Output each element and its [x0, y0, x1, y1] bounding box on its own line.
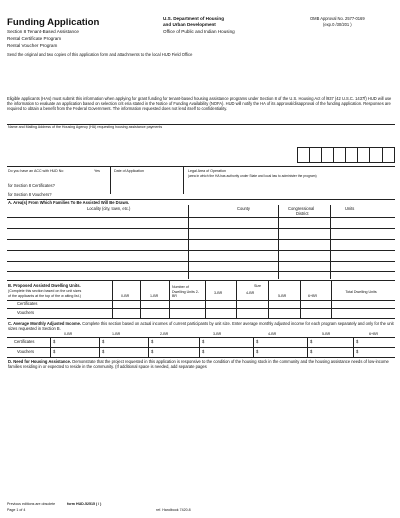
c-col-3br: 3-BR: [213, 332, 222, 336]
b-col-5br: 5-BR: [278, 294, 287, 298]
section-b-title: B. Proposed Assisted Dwelling Units.: [8, 283, 81, 288]
acc-question: Do you have an ACC with HUD No: [8, 169, 64, 173]
footer-form-number: form HUD-52515 ( / ): [67, 502, 102, 506]
currency-sign[interactable]: $: [151, 349, 154, 354]
size-label: Size: [254, 284, 261, 288]
currency-sign[interactable]: $: [310, 339, 313, 344]
currency-sign[interactable]: $: [102, 349, 105, 354]
subtitle-line-2: Rental Certificate Program: [7, 36, 62, 41]
subtitle-line-3: Rental Voucher Program: [7, 43, 58, 48]
currency-sign[interactable]: $: [356, 339, 359, 344]
section-c-body: Complete this section based on actual incomes of current participants by unit size. Enter average monthly adjusted income for each program separately and only for the unit sizes requested in Section B.: [8, 321, 394, 332]
b-col-6br: 6+BR: [308, 294, 318, 298]
section-d-text: [8, 359, 394, 369]
b-col-0br: 0-BR: [121, 294, 130, 298]
submission-instruction: Send the original and two copies of this application form and attachments to the local HUD Field Office: [7, 52, 193, 57]
footer-previous-editions: Previous editions are obsolete: [7, 502, 56, 506]
c-col-5br: 5-BR: [322, 332, 331, 336]
area-row[interactable]: [7, 271, 395, 272]
agency-line-1: U.S. Department of Housing: [163, 16, 224, 21]
section-b-note-1: (Complete this section based on the unit sizes: [8, 289, 82, 293]
currency-sign[interactable]: $: [310, 349, 313, 354]
section8-vouchers-question: for Section 8 Vouchers?: [8, 192, 52, 197]
name-address-field[interactable]: [7, 131, 297, 165]
currency-sign[interactable]: $: [53, 349, 56, 354]
currency-sign[interactable]: $: [202, 349, 205, 354]
footer-handbook-ref: ref. Handbook 7420.8: [156, 508, 191, 512]
section-d-body: Demonstrate that the project requested in this application is responsive to the condition of the housing stock in the community and the housing assistance needs of low-income families residing in or expected to reside in the community. (If additional space is needed, add separate pages: [8, 359, 389, 370]
col-district-1: Congressional: [288, 206, 315, 211]
currency-sign[interactable]: $: [202, 339, 205, 344]
b-col-1br: 1-BR: [150, 294, 159, 298]
section-b-note-2: of the applicants at the top of the w aiting list.): [8, 294, 81, 298]
col-units: Units: [345, 206, 355, 211]
currency-sign[interactable]: $: [102, 339, 105, 344]
acc-yes: Yes: [94, 169, 100, 173]
currency-sign[interactable]: $: [256, 349, 259, 354]
c-row-certificates: Certificates: [14, 339, 35, 344]
area-row[interactable]: [7, 239, 395, 240]
acc-number-boxes[interactable]: [297, 147, 395, 163]
currency-sign[interactable]: $: [356, 349, 359, 354]
b-col-4br: 4-BR: [246, 291, 255, 295]
b-col-3br: 3-BR: [214, 291, 223, 295]
col-locality: Locality (city, town, etc.): [87, 206, 131, 211]
c-col-1br: 1-BR: [112, 332, 121, 336]
c-col-6br: 6+BR: [369, 332, 379, 336]
legal-area-note: (area in which the HA has authority under State and local law to administer the program): [188, 174, 317, 178]
date-of-application-field[interactable]: [112, 175, 182, 193]
section-c-text: [8, 321, 394, 331]
area-row[interactable]: [7, 261, 395, 262]
area-row[interactable]: [7, 250, 395, 251]
currency-sign[interactable]: $: [53, 339, 56, 344]
c-row-vouchers: Vouchers: [17, 349, 35, 354]
office-name: Office of Public and Indian Housing: [163, 29, 235, 34]
c-col-0br: 0-BR: [64, 332, 73, 336]
currency-sign[interactable]: $: [151, 339, 154, 344]
b-col-2br: Number of Dwelling Units 2-BR: [172, 285, 199, 299]
col-district-2: District: [296, 211, 309, 216]
footer-page: Page 1 of 4: [7, 508, 26, 512]
omb-expiration: (exp.0 /30/201 ): [323, 22, 352, 27]
section-d-title: D. Need for Housing Assistance.: [8, 359, 72, 364]
date-of-application-label: Date of Application: [114, 169, 144, 173]
name-address-label: Name and Mailing Address of the Housing Agency (HA) requesting housing assistance payments: [8, 125, 163, 129]
b-row-vouchers: Vouchers: [17, 310, 35, 315]
b-row-certificates: Certificates: [17, 301, 38, 306]
area-row[interactable]: [7, 228, 395, 229]
section8-certificates-question: for Section 8 Certificates?: [8, 183, 55, 188]
form-title: Funding Application: [7, 17, 100, 28]
currency-sign[interactable]: $: [256, 339, 259, 344]
intro-paragraph: Eligible applicants (HAs) must submit this information when applying for grant funding for tenant-based housing assistance programs under Section 8 of the U.S. Housing Act of l937 (42 U.S.C. 1437f) HUD will use the information to evaluate an application based on selection crit eria stated in the Notice of Funding Availability (NOFA). HUD will notify the HA of its approval/disapproval of the funding application. Responses are required to obtain a benefit from the Federal Government. The information requested does not lend itself to confidentiality.: [7, 96, 392, 112]
section-a-title: A. Area(s) From Which Families To Be Assisted Will Be Drawn.: [8, 200, 130, 205]
need-for-housing-field[interactable]: [7, 372, 395, 490]
b-col-total: Total Dwelling Units: [345, 290, 377, 294]
agency-line-2: and Urban Development: [163, 22, 216, 27]
col-county: County: [237, 206, 250, 211]
legal-area-label: Legal Area of Operation: [188, 169, 226, 173]
c-col-2br: 2-BR: [160, 332, 169, 336]
section-c-title: C. Average Monthly Adjusted Income.: [8, 321, 82, 326]
subtitle-line-1: Section 8 Tenant-Based Assistance: [7, 29, 79, 34]
omb-approval: OMB Approval No. 2577-0169: [310, 16, 365, 21]
c-col-4br: 4-BR: [268, 332, 277, 336]
